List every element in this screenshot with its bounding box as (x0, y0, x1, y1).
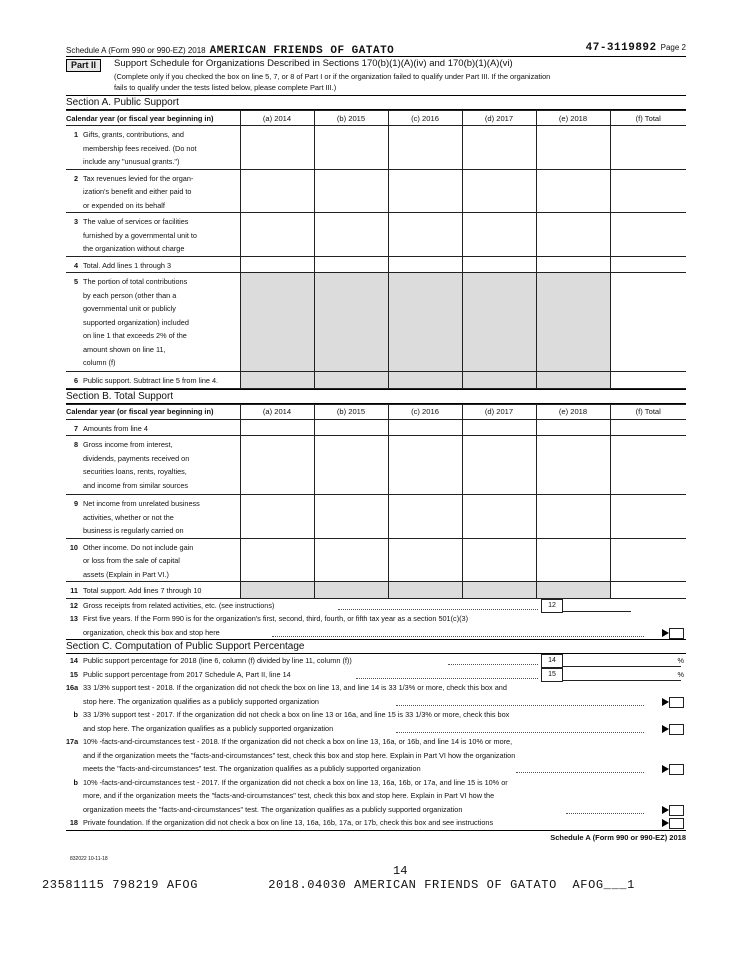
part-note-line: (Complete only if you checked the box on line 5, 7, or 8 of Part I or if the organization failed to qualify under Part III. If the organization (114, 72, 551, 81)
amount-cell[interactable] (462, 256, 536, 273)
leader-dots (516, 772, 644, 773)
amount-cell[interactable] (314, 419, 388, 436)
line-17a-cont2 (66, 762, 686, 776)
bottom-id-line: 23581115 798219 AFOG 2018.04030 AMERICAN FRIENDS OF GATATO AFOG___1 (42, 878, 635, 892)
arrow-icon (662, 698, 669, 706)
line-1-row (66, 126, 686, 170)
line-number: 4 (73, 260, 78, 270)
line-11-row (66, 582, 686, 599)
line-label (66, 126, 240, 170)
line-label (66, 213, 240, 257)
amount-cell[interactable] (314, 213, 388, 257)
line-10-row (66, 538, 686, 582)
line-text: more, and if the organization meets the "facts-and-circumstances" test, check this box and stop here. Explain in Part VI how the (83, 791, 495, 800)
line-17b (66, 776, 686, 790)
line-text: ization's benefit and either paid to (83, 187, 192, 196)
line-text: organization, check this box and stop here (83, 627, 220, 637)
line-4-row (66, 256, 686, 273)
line-text: Tax revenues levied for the organ- (83, 173, 194, 183)
column-header: (a) 2014 (240, 111, 314, 126)
line-text: dividends, payments received on (83, 453, 190, 463)
section-c-title: Section C. Computation of Public Support Percentage (66, 639, 686, 654)
line-text: or loss from the sale of capital (83, 556, 180, 565)
amount-cell[interactable] (610, 495, 686, 539)
line-number: b (73, 710, 78, 719)
line-number: 2 (73, 173, 78, 183)
line-7-row (66, 419, 686, 436)
section-b-table (66, 404, 686, 599)
line-12-amount[interactable] (563, 599, 631, 612)
leader-dots (396, 705, 644, 706)
amount-cell[interactable] (240, 273, 314, 372)
amount-cell[interactable] (536, 169, 610, 213)
column-header-row (66, 111, 686, 126)
amount-cell[interactable] (240, 169, 314, 213)
amount-cell[interactable] (536, 372, 610, 389)
line-number: 3 (73, 217, 78, 226)
line-17b-checkbox[interactable] (669, 805, 684, 816)
page-number: 14 (393, 864, 408, 878)
line-text: Total support. Add lines 7 through 10 (83, 586, 202, 595)
amount-cell[interactable] (240, 495, 314, 539)
column-header: (e) 2018 (536, 111, 610, 126)
line-15 (66, 668, 686, 682)
amount-cell[interactable] (388, 256, 462, 273)
line-number: 17a (66, 737, 79, 746)
amount-cell[interactable] (536, 538, 610, 582)
line-text (66, 422, 238, 436)
line-18 (66, 816, 686, 830)
amount-cell[interactable] (240, 538, 314, 582)
line-text (66, 584, 238, 598)
amount-cell[interactable] (388, 169, 462, 213)
calendar-year-label: Calendar year (or fiscal year beginning in) (66, 404, 240, 419)
column-header: (f) Total (610, 404, 686, 419)
line-16a-cont (66, 695, 686, 709)
line-text: Public support percentage for 2018 (line 6, column (f) divided by line 11, column (f)) (83, 656, 352, 665)
line-text (66, 275, 238, 289)
line-text: or expended on its behalf (83, 200, 165, 210)
line-text: membership fees received. (Do not (83, 143, 197, 153)
amount-cell[interactable] (314, 582, 388, 599)
line-number: 14 (69, 656, 78, 665)
line-text: Net income from unrelated business (83, 499, 200, 508)
amount-cell[interactable] (610, 436, 686, 495)
column-header: (d) 2017 (462, 404, 536, 419)
line-17b-cont (66, 789, 686, 803)
part-header (66, 56, 686, 95)
line-12 (66, 599, 686, 613)
amount-cell[interactable] (314, 538, 388, 582)
line-13-cont (66, 626, 686, 640)
line-3-row (66, 213, 686, 257)
part-title: Support Schedule for Organizations Described in Sections 170(b)(1)(A)(iv) and 170(b)(1)(A)(vi) (114, 58, 513, 69)
line-16a-checkbox[interactable] (669, 697, 684, 708)
line-text: 33 1/3% support test - 2018. If the organization did not check the box on line 13, and line 14 is 33 1/3% or more, check this box and (83, 683, 507, 692)
column-header: (e) 2018 (536, 404, 610, 419)
form-code: 832022 10-11-18 (70, 856, 108, 862)
amount-cell[interactable] (462, 419, 536, 436)
amount-cell[interactable] (388, 436, 462, 495)
column-header-row (66, 404, 686, 419)
column-header: (c) 2016 (388, 404, 462, 419)
amount-cell[interactable] (536, 436, 610, 495)
line-number: 1 (73, 130, 78, 139)
line-number: 15 (69, 669, 78, 679)
line-text (66, 438, 238, 452)
amount-cell[interactable] (388, 538, 462, 582)
amount-cell[interactable] (462, 495, 536, 539)
percent-sign: % (677, 656, 684, 665)
line-text: securities loans, rents, royalties, (83, 467, 187, 476)
amount-cell[interactable] (240, 436, 314, 495)
line-number: 11 (70, 586, 78, 595)
line-text: and stop here. The organization qualifies as a publicly supported organization (83, 723, 334, 733)
line-12-box-label: 12 (541, 599, 563, 613)
line-16b-cont (66, 722, 686, 736)
line-number: 6 (73, 376, 78, 385)
amount-cell[interactable] (610, 372, 686, 389)
amount-cell[interactable] (462, 582, 536, 599)
leader-dots (448, 664, 538, 665)
line-text: 10% -facts-and-circumstances test - 2017. If the organization did not check a box on line 13, 16a, 16b, or 17a, and line 15 is 10% or (83, 777, 508, 787)
line-label (66, 436, 240, 495)
amount-cell[interactable] (314, 495, 388, 539)
leader-dots (338, 609, 538, 610)
line-8-row (66, 436, 686, 495)
line-label (66, 169, 240, 213)
line-text: and if the organization meets the "facts-and-circumstances" test, check this box and stop here. Explain in Part VI how the organization (83, 750, 516, 760)
line-number: 13 (69, 614, 78, 623)
amount-cell[interactable] (240, 582, 314, 599)
column-header: (b) 2015 (314, 404, 388, 419)
amount-cell[interactable] (388, 273, 462, 372)
line-text (66, 128, 238, 142)
line-label (66, 372, 240, 389)
amount-cell[interactable] (388, 495, 462, 539)
line-text: on line 1 that exceeds 2% of the (83, 331, 187, 340)
amount-cell[interactable] (314, 256, 388, 273)
line-text: Gross income from interest, (83, 440, 173, 449)
line-13-checkbox[interactable] (669, 628, 684, 639)
leader-dots (566, 813, 644, 814)
line-text: Gifts, grants, contributions, and (83, 130, 184, 139)
part-note-line: fails to qualify under the tests listed below, please complete Part III.) (114, 83, 337, 92)
line-text: The portion of total contributions (83, 277, 188, 286)
amount-cell[interactable] (610, 126, 686, 170)
amount-cell[interactable] (610, 538, 686, 582)
line-text: business is regularly carried on (83, 526, 184, 535)
line-17a-cont (66, 749, 686, 763)
line-text: Gross receipts from related activities, etc. (see instructions) (83, 600, 275, 610)
line-2-row (66, 169, 686, 213)
column-header: (a) 2014 (240, 404, 314, 419)
line-15-percentage[interactable] (563, 668, 681, 681)
amount-cell[interactable] (536, 582, 610, 599)
arrow-icon (662, 765, 669, 773)
amount-cell[interactable] (240, 372, 314, 389)
line-16b-checkbox[interactable] (669, 724, 684, 735)
header-right (586, 42, 686, 54)
line-text: include any "unusual grants.") (83, 157, 180, 166)
leader-dots (272, 636, 644, 637)
line-text: governmental unit or publicly (83, 304, 176, 313)
line-text: amount shown on line 11, (83, 344, 166, 354)
amount-cell[interactable] (240, 126, 314, 170)
line-text: and income from similar sources (83, 480, 189, 490)
amount-cell[interactable] (388, 126, 462, 170)
line-number: 10 (69, 542, 78, 552)
amount-cell[interactable] (462, 169, 536, 213)
schedule-form-label: Schedule A (Form 990 or 990-EZ) 2018 (66, 46, 206, 55)
line-text: the organization without charge (83, 244, 185, 253)
line-text: assets (Explain in Part VI.) (83, 569, 169, 579)
line-17a-checkbox[interactable] (669, 764, 684, 775)
line-number: 7 (73, 423, 78, 433)
column-header: (d) 2017 (462, 111, 536, 126)
line-text: Other income. Do not include gain (83, 542, 194, 552)
amount-cell[interactable] (314, 273, 388, 372)
line-text (66, 497, 238, 511)
amount-cell[interactable] (314, 436, 388, 495)
amount-cell[interactable] (388, 582, 462, 599)
line-text: First five years. If the Form 990 is for the organization's first, second, third, fourth, or fifth tax year as a section 501(c)(3) (83, 614, 469, 623)
amount-cell[interactable] (536, 213, 610, 257)
amount-cell[interactable] (388, 372, 462, 389)
amount-cell[interactable] (610, 273, 686, 372)
line-text: 33 1/3% support test - 2017. If the organization did not check a box on line 13 or 16a, and line 15 is 33 1/3% or more, check this box (83, 710, 510, 719)
section-b-title: Section B. Total Support (66, 389, 686, 404)
line-text: Amounts from line 4 (83, 423, 148, 433)
leader-dots (396, 732, 644, 733)
line-text: by each person (other than a (83, 290, 177, 300)
schedule-footer: Schedule A (Form 990 or 990-EZ) 2018 (66, 830, 686, 842)
line-text: stop here. The organization qualifies as a publicly supported organization (83, 696, 319, 706)
amount-cell[interactable] (240, 213, 314, 257)
arrow-icon (662, 629, 669, 637)
line-label (66, 273, 240, 372)
line-17a (66, 735, 686, 749)
amount-cell[interactable] (388, 419, 462, 436)
leader-dots (356, 678, 538, 679)
line-text: organization meets the "facts-and-circumstances" test. The organization qualifies as a publicly supported organization (83, 804, 463, 814)
part-note (114, 71, 686, 93)
amount-cell[interactable] (610, 582, 686, 599)
section-a-title: Section A. Public Support (66, 95, 686, 110)
amount-cell[interactable] (314, 372, 388, 389)
page-header (66, 42, 686, 56)
line-text: activities, whether or not the (83, 512, 174, 522)
line-label (66, 538, 240, 582)
line-text: furnished by a governmental unit to (83, 230, 197, 240)
amount-cell[interactable] (536, 273, 610, 372)
org-name: AMERICAN FRIENDS OF GATATO (209, 45, 395, 57)
amount-cell[interactable] (536, 256, 610, 273)
amount-cell[interactable] (462, 213, 536, 257)
line-text: column (f) (83, 358, 116, 367)
amount-cell[interactable] (536, 126, 610, 170)
line-label (66, 495, 240, 539)
amount-cell[interactable] (462, 538, 536, 582)
line-text: meets the "facts-and-circumstances" test. The organization qualifies as a publicly supported organization (83, 764, 421, 773)
amount-cell[interactable] (610, 169, 686, 213)
column-header: (f) Total (610, 111, 686, 126)
line-9-row (66, 495, 686, 539)
schedule-a-page (66, 42, 686, 842)
line-text: 10% -facts-and-circumstances test - 2018. If the organization did not check a box on line 13, 16a, or 16b, and line 14 is 10% or more, (83, 737, 513, 746)
arrow-icon (662, 725, 669, 733)
page-label: Page 2 (660, 43, 686, 52)
amount-cell[interactable] (240, 419, 314, 436)
amount-cell[interactable] (388, 213, 462, 257)
line-text: Public support. Subtract line 5 from line 4. (83, 376, 219, 385)
line-number: 8 (73, 440, 78, 449)
column-header: (c) 2016 (388, 111, 462, 126)
line-17b-cont2 (66, 803, 686, 817)
line-6-row (66, 372, 686, 389)
line-number: 18 (69, 818, 78, 827)
arrow-icon (662, 806, 669, 814)
calendar-year-label: Calendar year (or fiscal year beginning in) (66, 111, 240, 126)
line-15-box-label: 15 (541, 668, 563, 682)
section-a-table (66, 110, 686, 389)
percent-sign: % (677, 669, 684, 679)
line-label (66, 582, 240, 599)
amount-cell[interactable] (462, 126, 536, 170)
line-number: 12 (69, 600, 78, 610)
column-header: (b) 2015 (314, 111, 388, 126)
amount-cell[interactable] (462, 436, 536, 495)
line-text: Private foundation. If the organization did not check a box on line 13, 16a, 16b, 17a, or 17b, check this box and see instructions (83, 818, 494, 827)
amount-cell[interactable] (314, 126, 388, 170)
line-number: 16a (66, 683, 79, 692)
line-14 (66, 654, 686, 668)
line-text: Total. Add lines 1 through 3 (83, 260, 172, 270)
line-number: 9 (73, 499, 78, 508)
line-text (66, 541, 238, 555)
line-label (66, 419, 240, 436)
ein: 47-3119892 (585, 42, 657, 54)
amount-cell[interactable] (610, 213, 686, 257)
line-16a (66, 681, 686, 695)
line-5-row (66, 273, 686, 372)
line-number: 5 (73, 277, 78, 286)
line-text (66, 172, 238, 186)
amount-cell[interactable] (462, 273, 536, 372)
line-text (66, 215, 238, 229)
line-label (66, 256, 240, 273)
line-text (66, 374, 238, 388)
amount-cell[interactable] (314, 169, 388, 213)
line-text: The value of services or facilities (83, 217, 189, 226)
line-16b (66, 708, 686, 722)
amount-cell[interactable] (536, 495, 610, 539)
amount-cell[interactable] (610, 256, 686, 273)
line-text: supported organization) included (83, 317, 189, 327)
line-14-percentage[interactable] (563, 654, 681, 667)
arrow-icon (662, 819, 669, 827)
line-18-checkbox[interactable] (669, 818, 684, 829)
line-number: b (73, 777, 78, 787)
part-label: Part II (66, 59, 101, 72)
line-text (66, 259, 238, 273)
amount-cell[interactable] (536, 419, 610, 436)
amount-cell[interactable] (240, 256, 314, 273)
amount-cell[interactable] (462, 372, 536, 389)
line-13 (66, 612, 686, 626)
amount-cell[interactable] (610, 419, 686, 436)
line-text: Public support percentage from 2017 Schedule A, Part II, line 14 (83, 669, 291, 679)
line-14-box-label: 14 (541, 654, 563, 668)
